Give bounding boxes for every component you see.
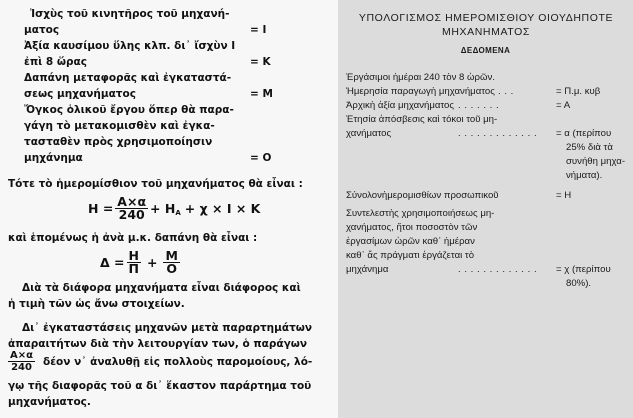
data-row-value: συνήθη μηχα- [566, 156, 626, 167]
paragraph-line: ἀπαραιτήτων διὰ τὴν λειτουργίαν των, ὁ παράγων [8, 338, 308, 350]
definition-symbol: = Μ [250, 88, 273, 100]
formula-subscript: Α [175, 208, 181, 217]
data-row-leader-dots: . . . . . . . . . . . . . [458, 264, 538, 275]
data-row-label: ἐργασίμων ὡρῶν καθ᾿ ἡμέραν [346, 236, 475, 247]
data-row-label: Ἐργάσιμοι ἡμέραι 240 τὸν 8 ὡρῶν. [346, 72, 495, 83]
definition-symbol: = Κ [250, 56, 271, 68]
data-row-label: Σύνολονἡμερομισθίων προσωπικοῦ [346, 190, 499, 201]
formula-lhs: Η = [88, 201, 114, 216]
paragraph-line: Διὰ τὰ διάφορα μηχανήματα εἶναι διάφορος καὶ [22, 282, 301, 294]
sheet-title-line2: ΜΗΧΑΝΗΜΑΤΟΣ [442, 26, 530, 38]
definition-symbol: = Ι [250, 24, 267, 36]
sheet-subtitle: ΔΕΔΟΜΕΝΑ [460, 46, 511, 55]
formula-lhs: Δ = [100, 255, 125, 270]
data-row-value: νήματα). [566, 170, 603, 181]
formula-daily-wage [88, 196, 260, 221]
paragraph-line: ἡ τιμὴ τῶν ὡς ἄνω στοιχείων. [8, 298, 185, 310]
fraction [163, 250, 179, 275]
data-row-label: Ἐτησία ἀπόσβεσις καὶ τόκοι τοῦ μη- [346, 114, 498, 125]
data-row-label: καθ᾿ ἅς πράγματι ἐργάζεται τὸ [346, 250, 475, 261]
fraction [115, 196, 148, 221]
data-row-leader-dots: . . . . . . . . . . . . . [458, 128, 538, 139]
formula-cost-per-unit [100, 250, 182, 275]
right-data-sheet [338, 0, 633, 418]
definition-symbol: = Ο [250, 152, 272, 164]
data-row-value: = χ (περίπου [556, 264, 611, 275]
fraction-denominator: Π [128, 261, 139, 276]
definition-line: τασταθὲν πρὸς χρησιμοποίησιν [24, 136, 213, 148]
definition-line: σεως μηχανήματος [24, 88, 136, 100]
paragraph-line: γῳ τῆς διαφορᾶς τοῦ α δι᾿ ἕκαστον παράρτημα τοῦ [8, 380, 312, 392]
data-row-leader-dots: . . . . . . . [458, 100, 500, 111]
formula-intro: καὶ ἑπομένως ἡ ἀνὰ μ.κ. δαπάνη θὰ εἶναι : [8, 232, 258, 244]
definition-line: Ἰσχὺς τοῦ κινητῆρος τοῦ μηχανή- [30, 8, 230, 20]
data-row-label: μηχάνημα [346, 264, 389, 275]
fraction [8, 350, 35, 373]
paragraph-line: μηχανήματος. [8, 396, 91, 408]
definition-line: Ἀξία καυσίμου ὕλης κλπ. δι᾿ ἴσχὺν Ι [24, 40, 236, 52]
data-row-value: = Α [556, 100, 571, 111]
data-row-value: 80%). [566, 278, 592, 289]
formula-term: + Η [150, 201, 176, 216]
paragraph-text: δέον ν᾿ ἀναλυθῇ εἰς πολλοὺς παρομοίους, λό- [43, 355, 313, 368]
data-row-label: χανήματος, ἤτοι ποσοστὸν τῶν [346, 222, 478, 233]
fraction [127, 250, 141, 275]
fraction-numerator: Η [128, 248, 139, 263]
data-row-label: Ἀρχικὴ ἀξία μηχανήματος [346, 100, 455, 111]
paragraph-line [6, 350, 312, 373]
fraction-denominator: 240 [118, 207, 145, 222]
data-row-value: = α (περίπου [556, 128, 612, 139]
data-row-value: = Π.μ. κυβ [556, 86, 601, 97]
fraction-numerator: Α×α [117, 194, 147, 209]
fraction-numerator: Μ [165, 248, 178, 263]
formula-plus: + [146, 255, 158, 270]
definition-line: Δαπάνη μεταφορᾶς καὶ ἐγκαταστά- [24, 72, 232, 84]
data-row-leader-dots: . . . [498, 86, 514, 97]
data-row-label: Συντελεστὴς χρησιμοποιήσεως μη- [346, 208, 495, 219]
definition-line: γάγη τὸ μετακομισθὲν καὶ ἐγκα- [24, 120, 215, 132]
paragraph-line: Δι᾿ ἐγκαταστάσεις μηχανῶν μετὰ παραρτημάτων [22, 322, 313, 334]
formula-tail: + χ × Ι × Κ [184, 201, 261, 216]
data-row-value: = Η [556, 190, 572, 201]
fraction-numerator: Α×α [10, 350, 33, 361]
definition-line: μηχάνημα [24, 152, 83, 164]
formula-intro: Τότε τὸ ἡμερομίσθιον τοῦ μηχανήματος θὰ εἶναι : [8, 178, 303, 190]
sheet-title-line1: ΥΠΟΛΟΓΙΣΜΟΣ ΗΜΕΡΟΜΙΣΘΙΟΥ ΟΙΟΥΔΗΠΟΤΕ [358, 12, 614, 24]
data-row-label: χανήματος [346, 128, 392, 139]
definition-line: ἐπὶ 8 ὥρας [24, 56, 87, 68]
definition-line: ματος [24, 24, 60, 36]
data-row-label: Ἡμερησία παραγωγὴ μηχανήματος [346, 86, 495, 97]
definition-line: Ὄγκος ὁλικοῦ ἔργου ὅπερ θὰ παρα- [24, 104, 234, 116]
fraction-denominator: 240 [11, 362, 32, 373]
fraction-denominator: Ο [166, 261, 177, 276]
data-row-value: 25% διὰ τὰ [566, 142, 613, 153]
